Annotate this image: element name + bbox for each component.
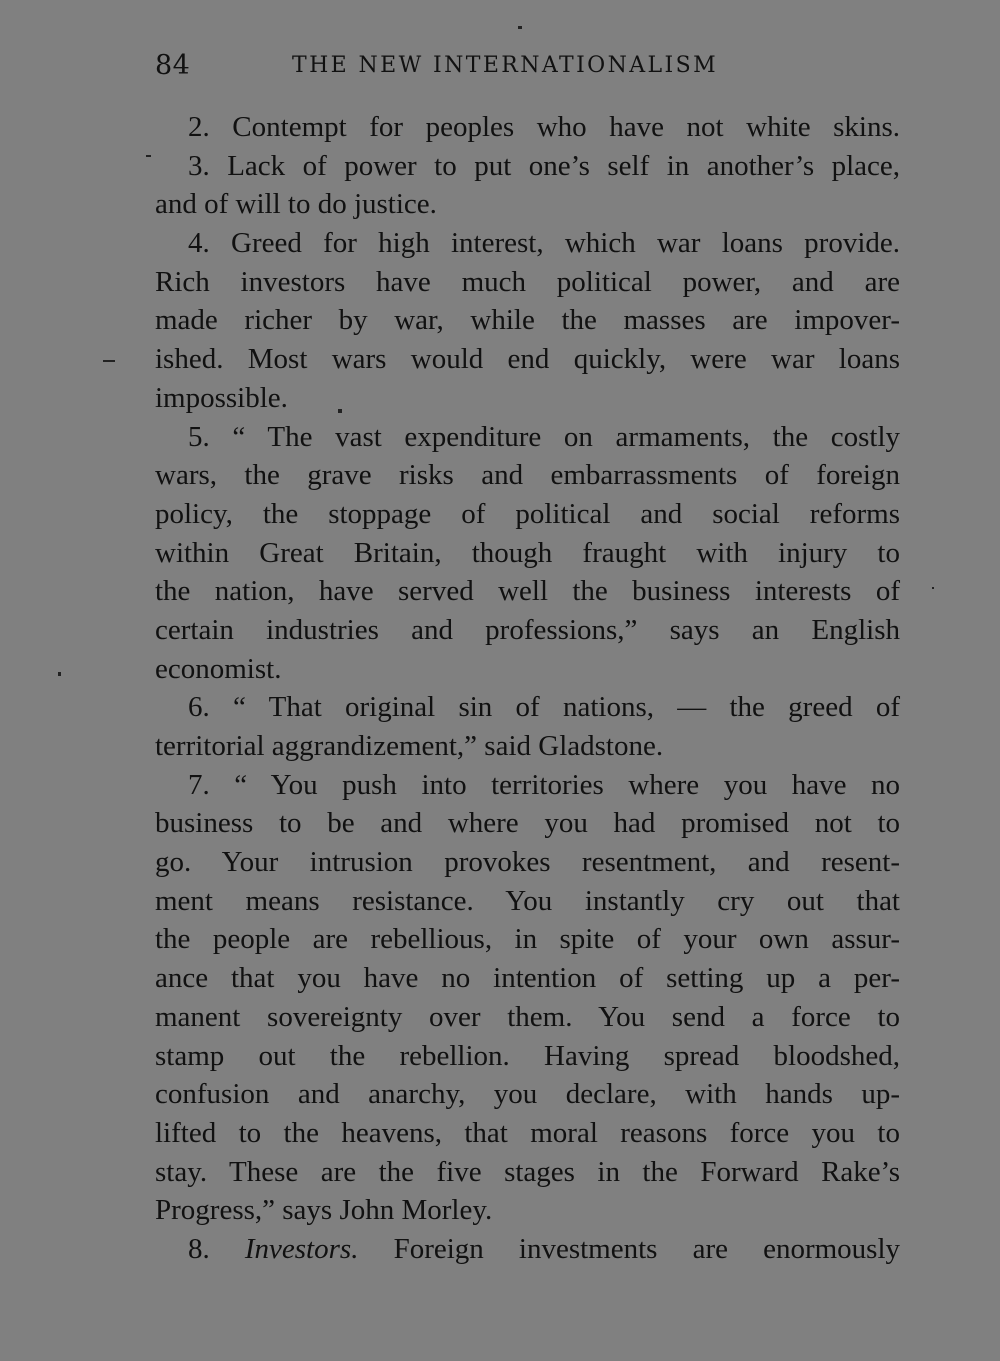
text-line: 5. “ The vast expenditure on armaments, the costly (188, 420, 900, 453)
item-number: 8. (188, 1232, 210, 1265)
text-line: territorial aggrandizement,” said Gladstone. (155, 730, 664, 762)
final-line-text: Foreign investments are enormously (393, 1232, 901, 1265)
scan-speck (518, 26, 522, 29)
text-line: 7. “ You push into territories where you have no (188, 768, 900, 801)
text-line: confusion and anarchy, you declare, with hands up- (155, 1078, 900, 1111)
text-line: the nation, have served well the business interests of (155, 575, 900, 608)
text-line: 2. Contempt for peoples who have not white skins. (188, 111, 900, 143)
text-line-final (155, 1230, 900, 1269)
italic-heading: Investors. (244, 1232, 359, 1265)
text-line: business to be and where you had promised not to (155, 807, 900, 840)
scan-speck (932, 587, 934, 589)
text-line: within Great Britain, though fraught with injury to (155, 536, 900, 569)
text-line: the people are rebellious, in spite of your own assur- (155, 923, 900, 956)
page-number: 84 (155, 50, 191, 81)
text-line: manent sovereignty over them. You send a force to (155, 1000, 900, 1033)
text-line: Progress,” says John Morley. (155, 1194, 493, 1227)
text-line: made richer by war, while the masses are impover- (155, 304, 900, 337)
text-line: impossible. (155, 381, 288, 414)
scan-speck (58, 672, 61, 676)
text-line: and of will to do justice. (155, 188, 437, 221)
running-title: THE NEW INTERNATIONALISM (292, 53, 719, 78)
text-line: 3. Lack of power to put one’s self in another’s place, (188, 149, 900, 182)
scan-speck (103, 360, 115, 362)
text-line: policy, the stoppage of political and social reforms (155, 497, 900, 530)
text-line: stay. These are the five stages in the Forward Rake’s (155, 1155, 900, 1188)
text-line: economist. (155, 652, 282, 685)
scan-speck (146, 155, 151, 157)
scan-speck (338, 409, 342, 413)
page-header (155, 50, 900, 84)
text-line: lifted to the heavens, that moral reasons force you to (155, 1116, 900, 1149)
text-line: ment means resistance. You instantly cry out that (155, 884, 900, 917)
text-line: 4. Greed for high interest, which war loans provide. (188, 227, 900, 260)
text-line: wars, the grave risks and embarrassments of foreign (155, 459, 900, 492)
body-text (155, 108, 900, 1269)
text-line: stamp out the rebellion. Having spread bloodshed, (155, 1039, 900, 1072)
text-line: certain industries and professions,” says an English (155, 613, 900, 646)
text-line: Rich investors have much political power, and are (155, 265, 900, 298)
text-line: go. Your intrusion provokes resentment, and resent- (155, 846, 900, 879)
text-line: ished. Most wars would end quickly, were war loans (155, 343, 900, 376)
text-line: 6. “ That original sin of nations, — the greed of (188, 691, 900, 724)
text-line: ance that you have no intention of setting up a per- (155, 962, 900, 995)
